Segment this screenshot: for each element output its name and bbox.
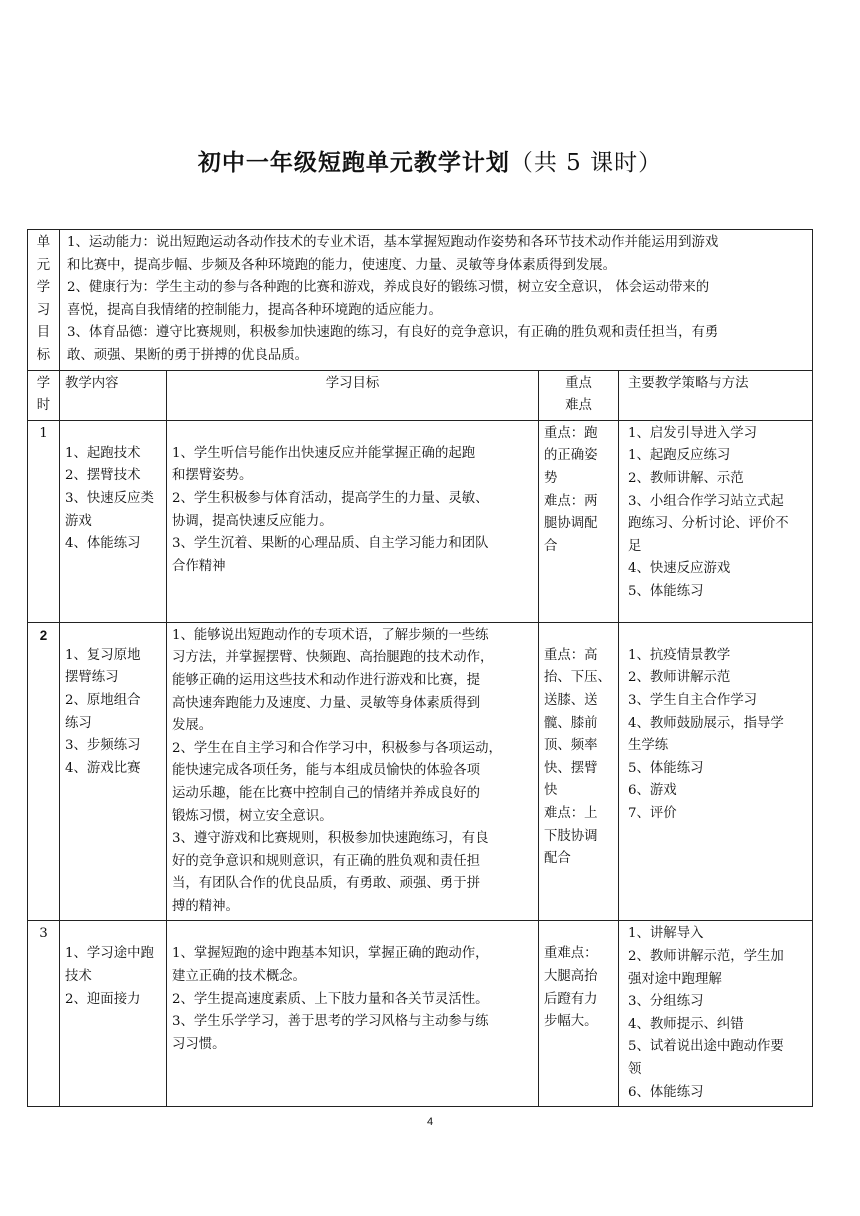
keypoint-line: 合 bbox=[544, 538, 558, 554]
objective-line: 2、学生积极参与体育活动，提高学生的力量、灵敏、 bbox=[172, 490, 489, 506]
strategy-line: 4、快速反应游戏 bbox=[628, 561, 731, 577]
content-line: 游戏 bbox=[65, 513, 92, 529]
keypoint-line: 配合 bbox=[544, 851, 571, 867]
strategy-line: 4、教师鼓励展示，指导学 bbox=[628, 715, 784, 731]
unit-goals-label-char: 习 bbox=[36, 302, 51, 318]
strategy-line: 生学练 bbox=[628, 738, 669, 754]
unit-goals-label-char: 元 bbox=[36, 257, 51, 273]
content-line: 3、快速反应类 bbox=[65, 490, 154, 506]
content-line: 1、学习途中跑 bbox=[65, 946, 154, 962]
keypoints-cell bbox=[539, 622, 619, 921]
table-row bbox=[28, 921, 813, 1107]
period-cell: 1 bbox=[28, 420, 60, 622]
strategy-line: 2、教师讲解示范，学生加 bbox=[628, 949, 784, 965]
keypoint-line: 下肢协调 bbox=[544, 828, 598, 844]
content-line: 2、原地组合 bbox=[65, 692, 141, 708]
strategy-line: 7、评价 bbox=[628, 805, 677, 821]
header-content: 教学内容 bbox=[60, 370, 167, 420]
content-line: 4、体能练习 bbox=[65, 536, 141, 552]
header-row bbox=[28, 370, 813, 420]
table-row bbox=[28, 420, 813, 622]
objective-line: 3、学生沉着、果断的心理品质、自主学习能力和团队 bbox=[172, 536, 489, 552]
strategy-line: 强对途中跑理解 bbox=[628, 971, 722, 987]
strategy-line: 3、小组合作学习站立式起 bbox=[628, 493, 784, 509]
header-period-char: 学 bbox=[36, 375, 51, 391]
teaching-plan-table bbox=[27, 229, 813, 1107]
strategy-line: 5、体能练习 bbox=[628, 583, 704, 599]
keypoint-line: 重点：高 bbox=[544, 647, 598, 663]
objective-line: 当，有团队合作的优良品质，有勇敢、顽强、勇于拼 bbox=[172, 876, 480, 892]
title-suffix: （共 5 课时） bbox=[509, 150, 663, 176]
keypoint-line: 重点：跑 bbox=[544, 425, 598, 441]
objectives-cell bbox=[167, 420, 539, 622]
header-period-char: 时 bbox=[36, 398, 51, 414]
strategy-line: 1、讲解导入 bbox=[628, 926, 704, 942]
keypoint-line: 难点：两 bbox=[544, 493, 598, 509]
content-line: 2、摆臂技术 bbox=[65, 468, 141, 484]
unit-goals-row bbox=[28, 230, 813, 371]
unit-goal-line: 敢、顽强、果断的勇于拼搏的优良品质。 bbox=[67, 347, 309, 363]
strategy-line: 3、学生自主合作学习 bbox=[628, 692, 758, 708]
header-keypoints-line: 重点 bbox=[565, 375, 592, 391]
strategies-cell bbox=[619, 420, 813, 622]
content-line: 技术 bbox=[65, 969, 92, 985]
strategy-line: 1、起跑反应练习 bbox=[628, 448, 731, 464]
objective-line: 1、掌握短跑的途中跑基本知识，掌握正确的跑动作， bbox=[172, 946, 489, 962]
keypoint-line: 髋、膝前 bbox=[544, 715, 598, 731]
objective-line: 发展。 bbox=[172, 718, 213, 734]
objectives-cell bbox=[167, 622, 539, 921]
strategy-line: 1、抗疫情景教学 bbox=[628, 647, 731, 663]
content-line: 1、复习原地 bbox=[65, 647, 141, 663]
header-strategies: 主要教学策略与方法 bbox=[619, 370, 813, 420]
unit-goal-line: 2、健康行为：学生主动的参与各种跑的比赛和游戏，养成良好的锻练习惯，树立安全意识， 体会运动带来的 bbox=[67, 280, 710, 296]
header-keypoints-line: 难点 bbox=[565, 398, 592, 414]
objective-line: 习习惯。 bbox=[172, 1036, 226, 1052]
strategy-line: 2、教师讲解、示范 bbox=[628, 470, 744, 486]
content-cell bbox=[60, 420, 167, 622]
unit-goal-line: 和比赛中，提高步幅、步频及各种环境跑的能力，使速度、力量、灵敏等身体素质得到发展。 bbox=[67, 257, 617, 273]
objective-line: 能够正确的运用这些技术和动作进行游戏和比赛，提 bbox=[172, 672, 480, 688]
strategy-line: 2、教师讲解示范 bbox=[628, 670, 731, 686]
strategies-cell bbox=[619, 921, 813, 1107]
strategy-line: 足 bbox=[628, 538, 642, 554]
objective-line: 搏的精神。 bbox=[172, 898, 239, 914]
content-line: 3、步频练习 bbox=[65, 738, 141, 754]
header-keypoints bbox=[539, 370, 619, 420]
objective-line: 习方法，并掌握摆臂、快频跑、高抬腿跑的技术动作， bbox=[172, 650, 494, 666]
strategy-line: 5、试着说出途中跑动作要 bbox=[628, 1039, 784, 1055]
content-line: 练习 bbox=[65, 715, 92, 731]
objective-line: 运动乐趣，能在比赛中控制自己的情绪并养成良好的 bbox=[172, 785, 480, 801]
header-objectives: 学习目标 bbox=[167, 370, 539, 420]
page-number: 4 bbox=[426, 1116, 434, 1128]
keypoint-line: 势 bbox=[544, 470, 558, 486]
keypoint-line: 快 bbox=[544, 783, 558, 799]
period-cell: 3 bbox=[28, 921, 60, 1107]
strategy-line: 领 bbox=[628, 1062, 642, 1078]
strategy-line: 1、启发引导进入学习 bbox=[628, 425, 758, 441]
objective-line: 2、学生提高速度素质、上下肢力量和各关节灵活性。 bbox=[172, 991, 489, 1007]
objectives-cell bbox=[167, 921, 539, 1107]
keypoint-line: 难点：上 bbox=[544, 805, 598, 821]
objective-line: 好的竞争意识和规则意识，有正确的胜负观和责任担 bbox=[172, 853, 480, 869]
content-cell bbox=[60, 622, 167, 921]
unit-goals-label-char: 单 bbox=[36, 235, 51, 250]
keypoint-line: 顶、频率 bbox=[544, 738, 598, 754]
objective-line: 1、学生听信号能作出快速反应并能掌握正确的起跑 bbox=[172, 445, 476, 461]
table-row bbox=[28, 622, 813, 921]
strategies-cell bbox=[619, 622, 813, 921]
strategy-line: 4、教师提示、纠错 bbox=[628, 1016, 744, 1032]
keypoint-line: 抬、下压、 bbox=[544, 670, 611, 686]
unit-goals-label bbox=[28, 230, 60, 371]
unit-goals-text bbox=[60, 230, 813, 371]
keypoints-cell bbox=[539, 420, 619, 622]
keypoint-line: 重难点： bbox=[544, 946, 598, 962]
objective-line: 能快速完成各项任务，能与本组成员愉快的体验各项 bbox=[172, 763, 480, 779]
strategy-line: 5、体能练习 bbox=[628, 760, 704, 776]
content-line: 4、游戏比赛 bbox=[65, 760, 141, 776]
strategy-line: 跑练习、分析讨论、评价不 bbox=[628, 516, 789, 532]
keypoint-line: 后蹬有力 bbox=[544, 991, 598, 1007]
objective-line: 2、学生在自主学习和合作学习中，积极参与各项运动， bbox=[172, 740, 502, 756]
objective-line: 3、遵守游戏和比赛规则，积极参加快速跑练习，有良 bbox=[172, 831, 489, 847]
header-period bbox=[28, 370, 60, 420]
unit-goals-label-char: 标 bbox=[36, 347, 51, 363]
objective-line: 协调，提高快速反应能力。 bbox=[172, 513, 333, 529]
objective-line: 锻炼习惯，树立安全意识。 bbox=[172, 808, 333, 824]
objective-line: 1、能够说出短跑动作的专项术语，了解步频的一些练 bbox=[172, 627, 489, 643]
objective-line: 高快速奔跑能力及速度、力量、灵敏等身体素质得到 bbox=[172, 695, 480, 711]
period-cell: 2 bbox=[28, 622, 60, 921]
unit-goal-line: 3、体育品德：遵守比赛规则，积极参加快速跑的练习，有良好的竞争意识，有正确的胜负观和责任担当，有勇 bbox=[67, 325, 719, 341]
objective-line: 和摆臂姿势。 bbox=[172, 468, 253, 484]
strategy-line: 6、体能练习 bbox=[628, 1084, 704, 1100]
keypoint-line: 步幅大。 bbox=[544, 1014, 598, 1030]
keypoint-line: 送膝、送 bbox=[544, 692, 598, 708]
unit-goal-line: 喜悦，提高自我情绪的控制能力，提高各种环境跑的适应能力。 bbox=[67, 302, 442, 318]
content-line: 2、迎面接力 bbox=[65, 991, 141, 1007]
content-line: 摆臂练习 bbox=[65, 670, 119, 686]
objective-line: 合作精神 bbox=[172, 558, 226, 574]
strategy-line: 6、游戏 bbox=[628, 783, 677, 799]
unit-goal-line: 1、运动能力：说出短跑运动各动作技术的专业术语，基本掌握短跑动作姿势和各环节技术动作并能运用到游戏 bbox=[67, 235, 719, 250]
content-line: 1、起跑技术 bbox=[65, 445, 141, 461]
keypoint-line: 大腿高抬 bbox=[544, 969, 598, 985]
strategy-line: 3、分组练习 bbox=[628, 994, 704, 1010]
content-cell bbox=[60, 921, 167, 1107]
objective-line: 建立正确的技术概念。 bbox=[172, 969, 306, 985]
unit-goals-label-char: 目 bbox=[36, 325, 51, 341]
keypoints-cell bbox=[539, 921, 619, 1107]
objective-line: 3、学生乐学学习，善于思考的学习风格与主动参与练 bbox=[172, 1014, 489, 1030]
keypoint-line: 快、摆臂 bbox=[544, 760, 598, 776]
unit-goals-label-char: 学 bbox=[36, 280, 51, 296]
keypoint-line: 腿协调配 bbox=[544, 516, 598, 532]
title-main: 初中一年级短跑单元教学计划 bbox=[197, 149, 510, 176]
keypoint-line: 的正确姿 bbox=[544, 448, 598, 464]
page-title bbox=[0, 144, 860, 177]
